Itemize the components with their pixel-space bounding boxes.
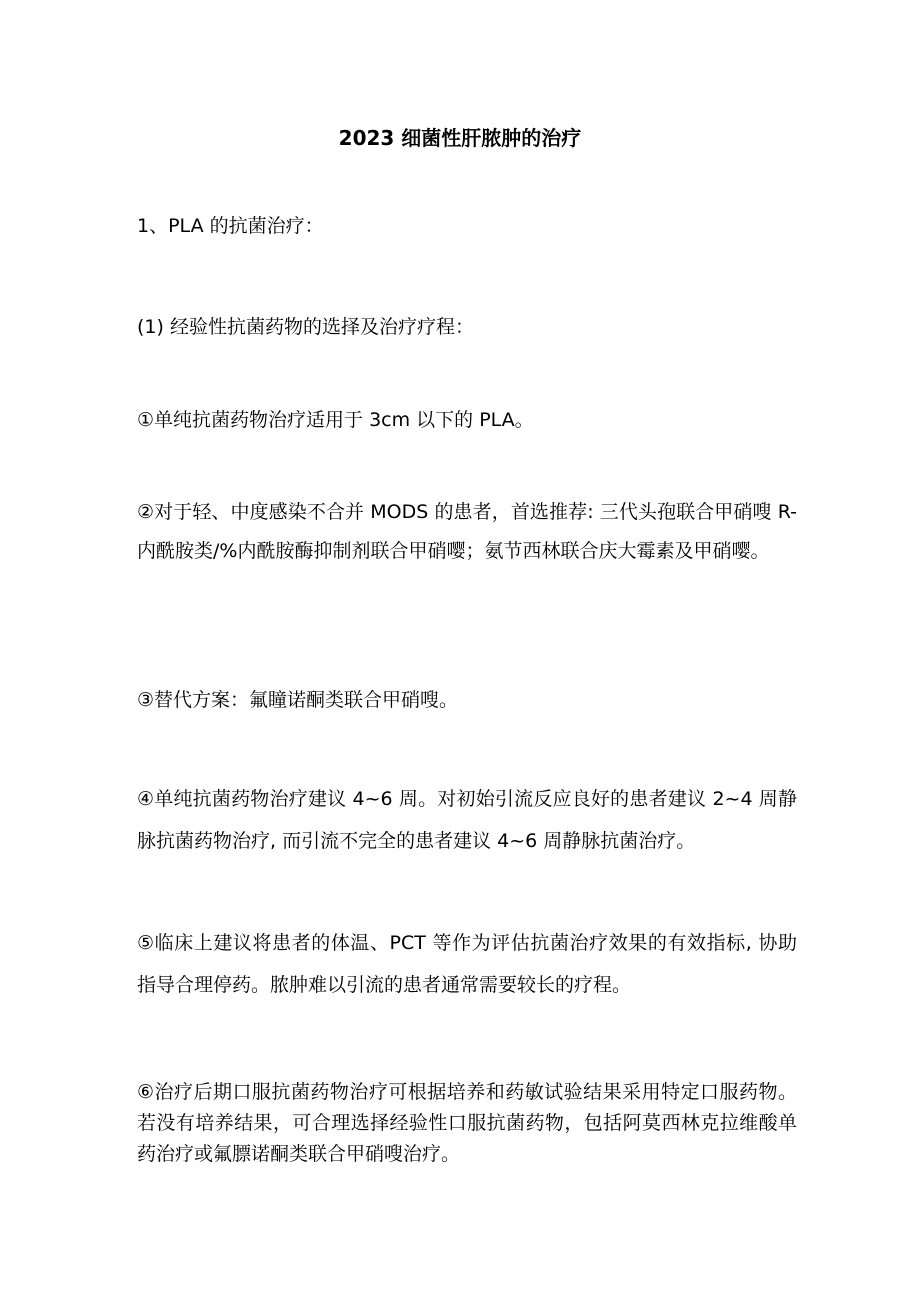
- paragraph-item-2: ②对于轻、中度感染不合并 MODS 的患者，首选推荐: 三代头孢联合甲硝嗖 R-内酰胺类/%内酰胺酶抑制剂联合甲硝嘤；氨节西林联合庆大霉素及甲硝嘤。: [137, 501, 797, 562]
- paragraph-item-3: ③替代方案：氟瞳诺酮类联合甲硝嗖。: [137, 689, 459, 711]
- subsection-heading: (1) 经验性抗菌药物的选择及治疗疗程：: [137, 316, 474, 338]
- document-title: 2023 细菌性肝脓肿的治疗: [338, 126, 582, 150]
- paragraph-item-4: ④单纯抗菌药物治疗建议 4~6 周。对初始引流反应良好的患者建议 2~4 周静脉抗菌药物治疗, 而引流不完全的患者建议 4~6 周静脉抗菌治疗。: [137, 788, 797, 852]
- paragraph-item-5: ⑤临床上建议将患者的体温、PCT 等作为评估抗菌治疗效果的有效指标, 协助指导合理停药。脓肿难以引流的患者通常需要较长的疗程。: [137, 932, 797, 996]
- paragraph-item-6: ⑥治疗后期口服抗菌药物治疗可根据培养和药敏试验结果采用特定口服药物。若没有培养结果，可合理选择经验性口服抗菌药物，包括阿莫西林克拉维酸单药治疗或氟膘诺酮类联合甲硝嗖治疗。: [137, 1081, 797, 1165]
- section-heading: 1、PLA 的抗菌治疗：: [137, 215, 324, 237]
- paragraph-item-1: ①单纯抗菌药物治疗适用于 3cm 以下的 PLA。: [137, 409, 534, 431]
